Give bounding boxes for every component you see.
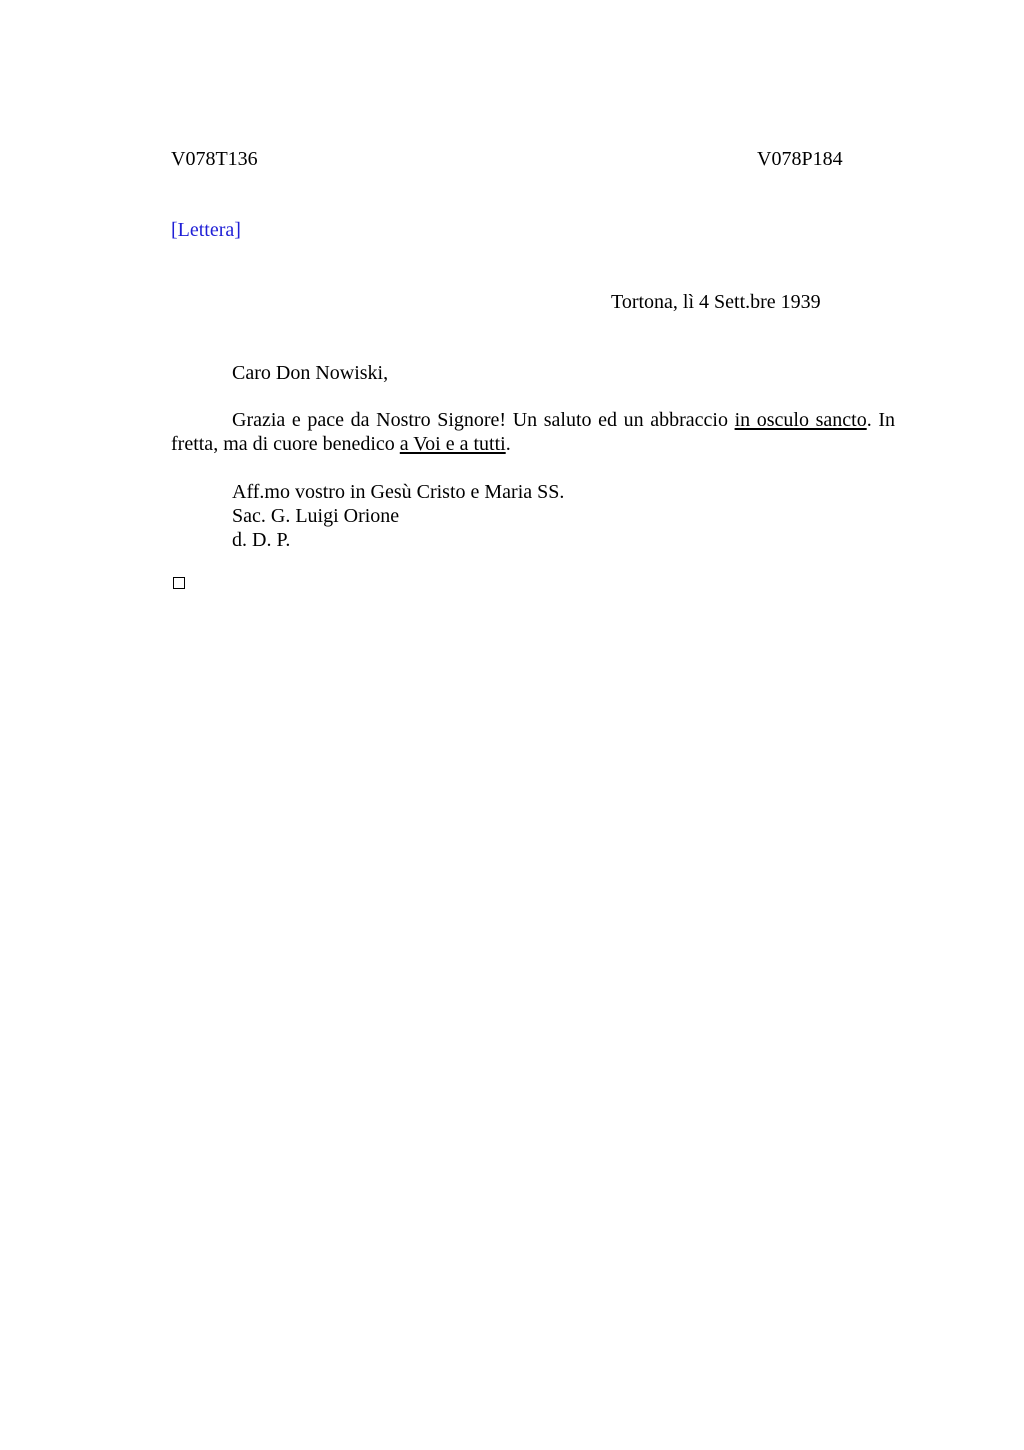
body-text-3: . [505,433,511,455]
document-type-label: [Lettera] [171,219,241,241]
body-text-1: Grazia e pace da Nostro Signore! Un saluto ed un abbraccio [232,409,735,431]
empty-square-icon [173,577,185,589]
document-code-right: V078P184 [757,148,843,170]
dateline: Tortona, lì 4 Sett.bre 1939 [611,291,821,313]
letter-body [171,408,895,456]
document-code-left: V078T136 [171,148,258,170]
closing-line: Aff.mo vostro in Gesù Cristo e Maria SS. [232,481,565,503]
salutation: Caro Don Nowiski, [232,362,389,384]
closing-block [232,480,564,552]
signature-suffix: d. D. P. [232,529,291,551]
underlined-phrase-1: in osculo sancto [734,409,867,431]
underlined-phrase-2: a Voi e a tutti [399,433,506,455]
body-text-2: . In fretta, ma di cuore benedico [171,409,895,455]
signature-line: Sac. G. Luigi Orione [232,505,400,527]
